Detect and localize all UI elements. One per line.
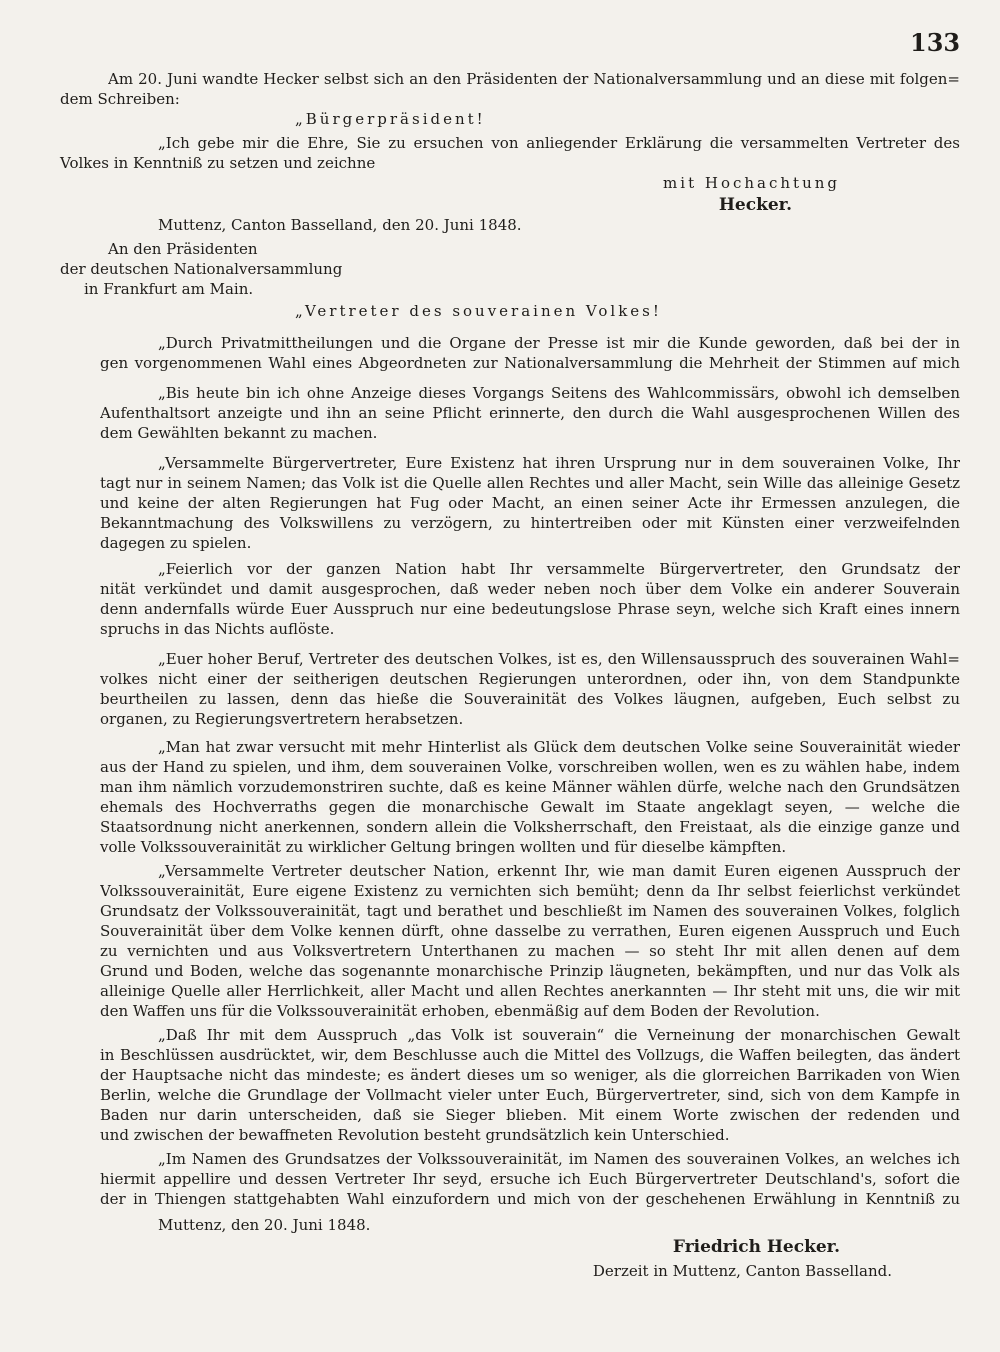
- paragraph-line: „Euer hoher Beruf, Vertreter des deutschen Volkes, ist es, den Willensausspruch des souverainen Wahl=: [158, 650, 960, 668]
- paragraph-line: nität verkündet und damit ausgesprochen, daß weder neben noch über dem Volke ein anderer Souverain: [100, 580, 960, 598]
- paragraph-line: Baden nur darin unterscheiden, daß sie Sieger blieben. Mit einem Worte zwischen der redenden und: [100, 1106, 960, 1124]
- paragraph-line: Souverainität über dem Volke kennen dürft, ohne dasselbe zu verrathen, Euren eigenen Ausspruch und Euch: [100, 922, 960, 940]
- letter-salutation: „Bürgerpräsident!: [295, 110, 486, 128]
- intro-line: Am 20. Juni wandte Hecker selbst sich an den Präsidenten der Nationalversammlung und an diese mit folgen=: [108, 70, 960, 88]
- paragraph-line: Staatsordnung nicht anerkennen, sondern allein die Volksherrschaft, den Freistaat, als die einzige ganze und: [100, 818, 960, 836]
- paragraph-line: man ihm nämlich vorzudemonstriren suchte, daß es keine Männer wählen dürfe, welche nach den Grundsätzen: [100, 778, 960, 796]
- page-number: 133: [910, 28, 961, 57]
- paragraph-line: „Bis heute bin ich ohne Anzeige dieses Vorgangs Seitens des Wahlcommissärs, obwohl ich demselben: [158, 384, 960, 402]
- paragraph-line: „Feierlich vor der ganzen Nation habt Ihr versammelte Bürgervertreter, den Grundsatz der: [158, 560, 960, 578]
- paragraph-line: in Beschlüssen ausdrücktet, wir, dem Beschlusse auch die Mittel des Vollzugs, die Waffen beilegten, das ändert: [100, 1046, 960, 1064]
- paragraph-line: dem Gewählten bekannt zu machen.: [100, 424, 378, 442]
- paragraph-line: „Versammelte Bürgervertreter, Eure Existenz hat ihren Ursprung nur in dem souverainen Volke, Ihr: [158, 454, 960, 472]
- address-line: An den Präsidenten: [108, 240, 258, 258]
- signature: Friedrich Hecker.: [672, 1237, 840, 1257]
- letter-line: Volkes in Kenntniß zu setzen und zeichne: [60, 154, 376, 172]
- address-line: der deutschen Nationalversammlung: [60, 260, 343, 278]
- paragraph-line: und keine der alten Regierungen hat Fug oder Macht, an einen seiner Acte ihr Ermessen anzulegen, die: [100, 494, 960, 512]
- paragraph-line: zu vernichten und aus Volksvertretern Unterthanen zu machen — so steht Ihr mit allen denen auf dem: [100, 942, 960, 960]
- paragraph-line: Bekanntmachung des Volkswillens zu verzögern, zu hintertreiben oder mit Künsten einer verzweifelnden: [100, 514, 960, 532]
- paragraph-line: spruchs in das Nichts auflöste.: [100, 620, 335, 638]
- paragraph-line: und zwischen der bewaffneten Revolution besteht grundsätzlich kein Unterschied.: [100, 1126, 730, 1144]
- paragraph-line: „Durch Privatmittheilungen und die Organe der Presse ist mir die Kunde geworden, daß bei der in: [158, 334, 960, 352]
- place-date: Muttenz, den 20. Juni 1848.: [158, 1216, 371, 1234]
- paragraph-line: der Hauptsache nicht das mindeste; es ändert dieses um so weniger, als die glorreichen Barrikaden von Wien: [100, 1066, 960, 1084]
- paragraph-line: alleinige Quelle aller Herrlichkeit, aller Macht und allen Rechtes anerkannten — Ihr steht mit uns, die wir mit: [100, 982, 960, 1000]
- paragraph-line: organen, zu Regierungsvertretern herabsetzen.: [100, 710, 464, 728]
- paragraph-line: volkes nicht einer der seitherigen deutschen Regierungen unterordnen, oder ihn, von dem Standpunkte: [100, 670, 960, 688]
- paragraph-line: volle Volkssouverainität zu wirklicher Geltung bringen wollten und für dieselbe kämpften.: [100, 838, 787, 856]
- closing: mit Hochachtung: [663, 174, 840, 192]
- signature: Hecker.: [718, 195, 792, 215]
- paragraph-line: gen vorgenommenen Wahl eines Abgeordneten zur Nationalversammlung die Mehrheit der Stimmen auf mich: [100, 354, 960, 372]
- intro-line: dem Schreiben:: [60, 90, 180, 108]
- paragraph-line: der in Thiengen stattgehabten Wahl einzufordern und mich von der geschehenen Erwählung in Kenntniß zu: [100, 1190, 960, 1208]
- paragraph-line: hiermit appellire und dessen Vertreter Ihr seyd, ersuche ich Euch Bürgervertreter Deutschland's, sofort die: [100, 1170, 960, 1188]
- paragraph-line: denn andernfalls würde Euer Ausspruch nur eine bedeutungslose Phrase seyn, welche sich Kraft eines innern: [100, 600, 960, 618]
- paragraph-line: ehemals des Hochverraths gegen die monarchische Gewalt im Staate angeklagt seyen, — welche die: [100, 798, 960, 816]
- paragraph-line: Grundsatz der Volkssouverainität, tagt und berathet und beschließt im Namen des souverainen Volkes, folglich: [100, 902, 960, 920]
- paragraph-line: den Waffen uns für die Volkssouverainität erhoben, ebenmäßig auf dem Boden der Revolution.: [100, 1002, 820, 1020]
- paragraph-line: „Daß Ihr mit dem Ausspruch „das Volk ist souverain“ die Verneinung der monarchischen Gewalt: [158, 1026, 960, 1044]
- address-line: in Frankfurt am Main.: [84, 280, 254, 298]
- paragraph-line: Volkssouverainität, Eure eigene Existenz zu vernichten sich bemüht; denn da Ihr selbst feierlichst verkündet: [100, 882, 960, 900]
- paragraph-line: tagt nur in seinem Namen; das Volk ist die Quelle allen Rechtes und aller Macht, sein Wille das alleinige Gesetz: [100, 474, 960, 492]
- paragraph-line: dagegen zu spielen.: [100, 534, 252, 552]
- paragraph-line: aus der Hand zu spielen, und ihm, dem souverainen Volke, vorschreiben wollen, wen es zu wählen habe, indem: [100, 758, 960, 776]
- paragraph-line: beurtheilen zu lassen, denn das hieße die Souverainität des Volkes läugnen, aufgeben, Euch selbst zu: [100, 690, 960, 708]
- paragraph-line: „Man hat zwar versucht mit mehr Hinterlist als Glück dem deutschen Volke seine Souverainität wieder: [158, 738, 960, 756]
- paragraph-line: „Im Namen des Grundsatzes der Volkssouverainität, im Namen des souverainen Volkes, an welches ich: [158, 1150, 960, 1168]
- signature-note: Derzeit in Muttenz, Canton Basselland.: [592, 1262, 892, 1280]
- paragraph-line: „Versammelte Vertreter deutscher Nation, erkennt Ihr, wie man damit Euren eigenen Ausspruch der: [158, 862, 960, 880]
- paragraph-line: Aufenthaltsort anzeigte und ihn an seine Pflicht erinnerte, den durch die Wahl ausgesprochenen Willen des: [100, 404, 960, 422]
- paragraph-line: Berlin, welche die Grundlage der Vollmacht vieler unter Euch, Bürgervertreter, sind, sich von dem Kampfe in: [100, 1086, 960, 1104]
- paragraph-line: Grund und Boden, welche das sogenannte monarchische Prinzip läugneten, bekämpften, und nur das Volk als: [100, 962, 960, 980]
- letter-salutation: „Vertreter des souverainen Volkes!: [295, 302, 662, 320]
- place-date: Muttenz, Canton Basselland, den 20. Juni 1848.: [158, 216, 522, 234]
- letter-line: „Ich gebe mir die Ehre, Sie zu ersuchen von anliegender Erklärung die versammelten Vertreter des: [158, 134, 960, 152]
